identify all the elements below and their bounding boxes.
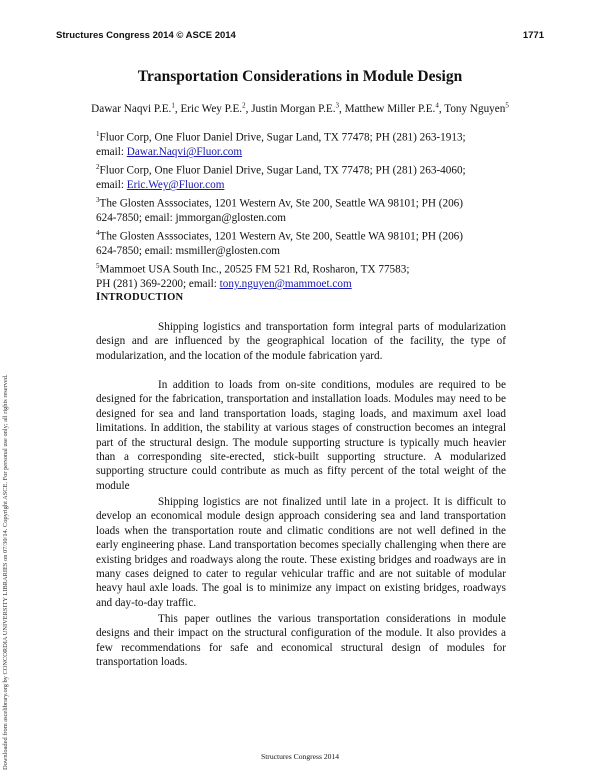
paragraph: Shipping logistics and transportation form integral parts of modularization design and are influenced by the geographical location of the facility, the type of modularization, and the location of the module fabrication yard. <box>96 321 506 362</box>
paragraph: In addition to loads from on-site conditions, modules are required to be designed for the fabrication, transportation and installation loads. Modules may need to be designed for sea and land transportation loads, staging loads, and maximum axel load limitations. In addition, the stability at various stages of construction becomes an integral part of the structural design. The module supporting structure is typically much heavier than a corresponding site-erected, stick-built supporting structure. A modularized supporting structure could contribute as much as fifty percent of the total weight of the module <box>96 379 506 492</box>
affiliation: $^1$Fluor Corp, One Fluor Daniel Drive, Sugar Land, TX 77478; PH (281) 263-1913; email: Dawar.Naqvi@Fluor.com <box>96 130 466 159</box>
author: Matthew Miller P.E.$^4$, <box>344 101 445 115</box>
affiliation: $^3$The Glosten Asssociates, 1201 Western Av, Ste 200, Seattle WA 98101; PH (206) 624-7850; email: jmmorgan@glosten.com <box>96 195 463 225</box>
paper-title: Transportation Considerations in Module Design <box>137 68 463 85</box>
author-list <box>90 98 510 117</box>
email-text: msmiller@glosten.com <box>175 245 280 258</box>
page-footer: Structures Congress 2014 <box>260 752 340 761</box>
author: Dawar Naqvi P.E.$^1$, <box>91 101 181 115</box>
affiliations <box>96 127 516 292</box>
section-heading: INTRODUCTION <box>96 291 184 303</box>
email-link[interactable]: Eric.Wey@Fluor.com <box>126 179 225 192</box>
page-number: 1771 <box>522 30 544 41</box>
email-link[interactable]: Dawar.Naqvi@Fluor.com <box>126 146 243 159</box>
paragraph: Shipping logistics are not finalized until late in a project. It is difficult to develop an economical module design approach considering sea and land transportation loads when the transportation route and climatic conditions are not well defined in the early engineering phase. Land transportation becomes specially challenging when there are existing bridges and roadways along the route. These existing bridges and roadways are in many cases deigned to cater to regular vehicular traffic and are not suitable of modular heavy haul axle loads. The goal is to minimize any impact on existing bridges, roadways and day-to-day traffic. <box>96 496 506 609</box>
paragraph: This paper outlines the various transportation considerations in module designs and their impact on the structural configuration of the module. It also provides a few recommendations for safe and economical structural design of modules for transportation loads. <box>96 613 506 669</box>
running-header-left: Structures Congress 2014 © ASCE 2014 <box>56 30 236 41</box>
email-text: jmmorgan@glosten.com <box>175 212 287 225</box>
affiliation: $^4$The Glosten Asssociates, 1201 Western Av, Ste 200, Seattle WA 98101; PH (206) 624-7850; email: msmiller@glosten.com <box>96 228 463 258</box>
download-notice: Downloaded from ascelibrary.org by CONCORDIA UNIVERSITY LIBRARIES on 07/30/14. Copyright ASCE. For personal use only; all rights reserved. <box>2 374 9 770</box>
author: Eric Wey P.E.$^2$, <box>180 101 252 115</box>
affiliation: $^5$Mammoet USA South Inc., 20525 FM 521 Rd, Rosharon, TX 77583; PH (281) 369-2200; email: tony.nguyen@mammoet.com <box>96 261 410 291</box>
author: Tony Nguyen$^5$ <box>444 101 509 115</box>
affiliation: $^2$Fluor Corp, One Fluor Daniel Drive, Sugar Land, TX 77478; PH (281) 263-4060; email: Eric.Wey@Fluor.com <box>96 162 466 192</box>
email-link[interactable]: tony.nguyen@mammoet.com <box>219 278 352 291</box>
author: Justin Morgan P.E.$^3$, <box>251 101 345 115</box>
